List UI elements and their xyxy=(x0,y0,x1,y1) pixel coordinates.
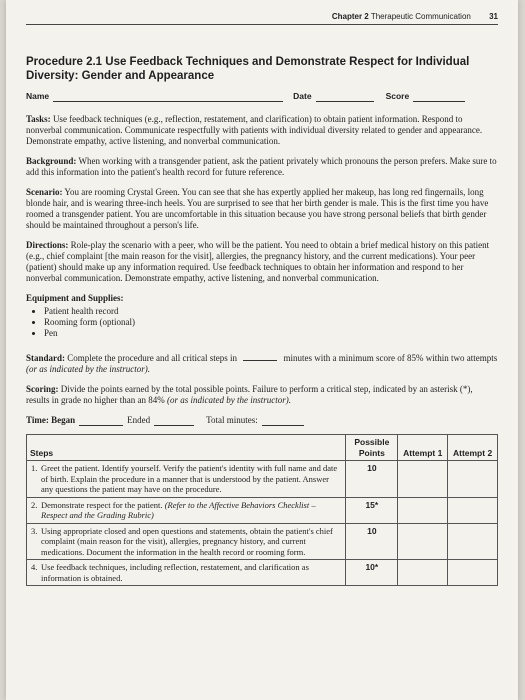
score-field[interactable] xyxy=(413,92,465,102)
date-label: Date xyxy=(293,91,312,101)
scenario-paragraph: Scenario: You are rooming Crystal Green. You can see that she has expertly applied her makeup, has long red fingernails, long blonde hair, and is wearing three-inch heels. You are surprised to see that her birth gender is male. This is the first time you have roomed a transgender patient. You are uncomfortable in this situation because you have strong personal beliefs that birth gender should be maintained throughout a person's life. xyxy=(26,187,489,230)
page-number: 31 xyxy=(489,12,498,21)
attempt-1-cell[interactable] xyxy=(398,461,448,498)
running-header xyxy=(332,12,498,21)
total-minutes-field[interactable] xyxy=(262,416,304,426)
directions-paragraph: Directions: Role-play the scenario with a peer, who will be the patient. You need to obtain a brief medical history on this patient (e.g., chief complaint [the main reason for the visit], allergies, the pregnancy history, and the current medications). Your peer (patient) should make up any information required. Use feedback techniques to obtain her information and respond to her nonverbal communication. Demonstrate empathy, active listening, and nonverbal communication. xyxy=(26,240,490,283)
attempt-2-header: Attempt 2 xyxy=(448,435,498,461)
document-page xyxy=(6,0,518,700)
background-paragraph: Background: When working with a transgender patient, ask the patient privately which pronouns the person prefers. Make sure to add this information into the patient's health record for future reference. xyxy=(26,156,497,177)
possible-points-header: Possible Points xyxy=(346,435,398,461)
equipment-heading: Equipment and Supplies: xyxy=(26,293,124,303)
equipment-list xyxy=(26,306,498,339)
time-ended-label: Ended xyxy=(127,415,151,425)
scoring-paragraph: Scoring: Divide the points earned by the total possible points. Failure to perform a critical step, indicated by an asterisk (*), results in grade no higher than an 84% (or as indicated by the instructor). xyxy=(26,384,473,405)
attempt-1-cell[interactable] xyxy=(398,523,448,560)
attempt-2-cell[interactable] xyxy=(448,523,498,560)
header-rule xyxy=(26,24,498,25)
score-label: Score xyxy=(385,91,410,101)
standard-paragraph: Standard: Complete the procedure and all critical steps in minutes with a minimum score of 85% within two attempts (or as indicated by the instructor). xyxy=(26,353,498,374)
content xyxy=(26,55,498,586)
steps-header: Steps xyxy=(27,435,346,461)
points-cell: 10 xyxy=(346,461,398,498)
table-row: 1. Greet the patient. Identify yourself. Verify the patient's identity with full name and date of birth. Explain the procedure in a manner that is understood by the patient. Answer any questions the patient may have on the procedure. 10 xyxy=(27,461,498,498)
attempt-1-cell[interactable] xyxy=(398,497,448,523)
procedure-title: Procedure 2.1 Use Feedback Techniques and Demonstrate Respect for Individual Diversity: Gender and Appearance xyxy=(26,56,470,82)
points-cell: 15* xyxy=(346,497,398,523)
equipment-item: • Rooming form (optional) xyxy=(44,317,498,328)
attempt-1-cell[interactable] xyxy=(398,560,448,586)
total-minutes-label: Total minutes: xyxy=(206,415,258,425)
attempt-1-header: Attempt 1 xyxy=(398,435,448,461)
table-row: 2. Demonstrate respect for the patient. (Refer to the Affective Behaviors Checklist – Respect and the Grading Rubric) 15* xyxy=(27,497,498,523)
chapter-label: Chapter 2 xyxy=(331,12,369,21)
table-header-row xyxy=(27,435,498,461)
equipment-item: • Patient health record xyxy=(44,306,498,317)
attempt-2-cell[interactable] xyxy=(448,461,498,498)
attempt-2-cell[interactable] xyxy=(448,497,498,523)
date-field[interactable] xyxy=(316,92,374,102)
attempt-2-cell[interactable] xyxy=(448,560,498,586)
time-row xyxy=(26,415,498,426)
name-label: Name xyxy=(26,91,50,101)
time-ended-field[interactable] xyxy=(154,416,194,426)
name-field[interactable] xyxy=(53,92,283,102)
standard-minutes-field[interactable] xyxy=(243,351,277,361)
points-cell: 10 xyxy=(346,523,398,560)
name-date-score-row xyxy=(26,91,498,102)
time-began-label: Time: Began xyxy=(26,415,76,425)
chapter-title: Therapeutic Communication xyxy=(370,12,471,21)
equipment-item: • Pen xyxy=(44,328,498,339)
tasks-paragraph: Tasks: Use feedback techniques (e.g., reflection, restatement, and clarification) to obtain patient information. Respond to nonverbal communication. Communicate respectfully with patients with individual diversity related to gender and appearance. Demonstrate empathy, active listening, and nonverbal communication. xyxy=(26,114,483,146)
time-began-field[interactable] xyxy=(79,416,123,426)
table-row: 4. Use feedback techniques, including reflection, restatement, and clarification as information is obtained. 10* xyxy=(27,560,498,586)
points-cell: 10* xyxy=(346,560,398,586)
steps-table xyxy=(26,434,498,586)
table-row: 3. Using appropriate closed and open questions and statements, obtain the patient's chief complaint (main reason for the visit), allergies, pregnancy history, and current medications. Document the information in the health record or rooming form. 10 xyxy=(27,523,498,560)
